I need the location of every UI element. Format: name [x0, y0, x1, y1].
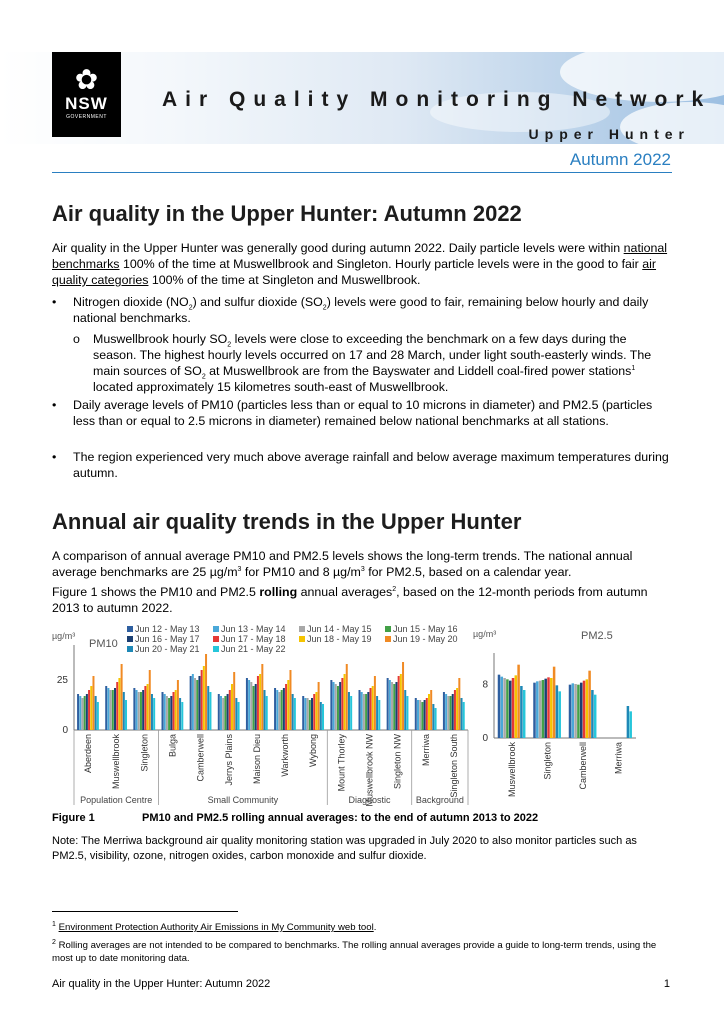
pm10-category-label: Singleton: [139, 734, 150, 772]
pm25-bar: [588, 671, 591, 738]
pm10-bar: [341, 678, 343, 730]
pm25-bar: [556, 685, 559, 738]
pm10-bar: [246, 678, 248, 730]
pm10-category-label: Warkworth: [280, 734, 291, 777]
banner-title: Air Quality Monitoring Network: [162, 88, 712, 111]
pm10-bar: [318, 682, 320, 730]
legend-swatch: [299, 626, 305, 632]
pm10-bar: [151, 694, 153, 730]
pm10-bar: [400, 674, 402, 730]
pm10-bar: [454, 690, 456, 730]
pm10-bar: [294, 698, 296, 730]
pm10-bar: [123, 692, 125, 730]
pm10-bar: [97, 702, 99, 730]
pm10-bar: [398, 676, 400, 730]
pm10-bar: [320, 702, 322, 730]
pm10-bar: [164, 694, 166, 730]
pm10-bar: [450, 696, 452, 730]
pm10-bar: [192, 674, 194, 730]
pm10-bar: [276, 690, 278, 730]
pm10-category-label: Wybong: [308, 734, 319, 767]
bullet-dot-icon: •: [52, 295, 57, 309]
pm10-bar: [337, 686, 339, 730]
pm10-bar: [175, 690, 177, 730]
pm25-bar: [536, 681, 539, 738]
pm10-bar: [125, 700, 127, 730]
pm25-bar: [544, 679, 547, 738]
pm10-bar: [287, 680, 289, 730]
pm10-bar: [194, 678, 196, 730]
pm10-bar: [112, 690, 114, 730]
pm10-bar: [257, 676, 259, 730]
pm10-bar: [393, 684, 395, 730]
pm25-category-label: Muswellbrook: [506, 742, 517, 798]
pm25-bar: [523, 690, 526, 738]
pm10-bar: [201, 670, 203, 730]
pm25-bar: [517, 665, 520, 738]
pm10-bar: [105, 686, 107, 730]
pm10-category-label: Singleton NW: [392, 734, 403, 790]
group-label: Small Community: [207, 795, 279, 805]
pm10-bar: [374, 676, 376, 730]
pm10-bar: [107, 688, 109, 730]
pm10-category-label: Bulga: [167, 734, 178, 758]
pm10-bar: [92, 676, 94, 730]
pm10-bar: [361, 692, 363, 730]
pm10-bar: [190, 676, 192, 730]
trends-paragraph-1: A comparison of annual average PM10 and PM2.5 levels shows the long-term trends. The national annual average benchmarks are 25 $\mu g/m^3$ for PM10 and 8 $\mu g/m^3$ for PM2.5, based on a calendar year.: [52, 549, 633, 579]
pm10-bar: [198, 676, 200, 730]
pm10-bar: [231, 684, 233, 730]
subbullet-muswellbrook-so2: o Muswellbrook hourly $SO_2$ levels were close to exceeding the benchmark on a few days during the season. The highest hourly levels occurred on 17 and 28 March, under light south-easterly winds. The main sources of $SO_2$ at Muswellbrook are from the Bayswater and Liddell coal-fired power stations$^1$ located approximately 15 kilometres south-east of Muswellbrook.: [73, 332, 652, 394]
header-rule: [52, 172, 672, 173]
pm10-bar: [220, 696, 222, 730]
epa-emissions-tool-link[interactable]: Environment Protection Authority Air Emissions in My Community web tool: [58, 922, 374, 933]
subbullet-circle-icon: o: [73, 332, 80, 346]
footnote-rule: [52, 911, 238, 912]
pm10-bar: [335, 684, 337, 730]
pm10-bar: [378, 700, 380, 730]
waratah-icon: ✿: [74, 64, 99, 95]
legend-swatch: [127, 626, 133, 632]
pm25-bar: [520, 686, 523, 738]
pm10-bar: [79, 696, 81, 730]
legend-label: Jun 19 - May 20: [393, 634, 458, 644]
intro-paragraph: Air quality in the Upper Hunter was generally good during autumn 2022. Daily particle levels were within national benchmarks 100% of the time at Muswellbrook and Singleton. Hourly particle levels were in the good to fair air quality categories 100% of the time at Singleton and Muswellbrook.: [52, 241, 668, 287]
pm10-bar: [376, 696, 378, 730]
legend-swatch: [213, 626, 219, 632]
pm10-bar: [133, 688, 135, 730]
pm10-bar: [248, 680, 250, 730]
pm10-bar: [253, 686, 255, 730]
pm25-bar: [569, 685, 572, 738]
pm10-bar: [149, 670, 151, 730]
pm25-bar: [547, 677, 550, 738]
pm25-bar: [583, 681, 586, 738]
bullet-no2-so2: • Nitrogen dioxide $(NO_2)$ and sulfur dioxide $(SO_2)$ levels were good to fair, remaining below hourly and daily national benchmarks.: [52, 295, 649, 325]
nsw-government-logo: ✿ NSW GOVERNMENT: [52, 52, 121, 137]
pm10-bar: [259, 674, 261, 730]
pm25-bar: [586, 679, 589, 738]
pm10-bar: [461, 698, 463, 730]
pm10-bar: [144, 686, 146, 730]
pm10-bar: [421, 702, 423, 730]
figure-note: Note: The Merriwa background air quality monitoring station was upgraded in July 2020 to also monitor particles such as PM2.5, visibility, ozone, nitrogen oxides, carbon monoxide and sulfur dioxide.: [52, 835, 637, 862]
pm10-bar: [365, 694, 367, 730]
pm10-bar: [138, 692, 140, 730]
pm10-bar: [419, 700, 421, 730]
pm10-bar: [166, 696, 168, 730]
pm10-category-label: Maison Dieu: [251, 734, 262, 785]
pm10-bar: [147, 684, 149, 730]
pm10-bar: [179, 698, 181, 730]
pm10-bar: [359, 690, 361, 730]
legend-swatch: [127, 646, 133, 652]
pm10-bar: [181, 702, 183, 730]
pm10-bar: [81, 698, 83, 730]
pm25-bar: [572, 683, 575, 738]
pm10-bar: [302, 696, 304, 730]
pm10-bar: [266, 696, 268, 730]
group-label: Diagnostic: [348, 795, 391, 805]
pm25-bar: [629, 711, 632, 738]
legend-swatch: [127, 636, 133, 642]
pm10-bar: [250, 682, 252, 730]
pm10-bar: [395, 682, 397, 730]
legend-swatch: [213, 636, 219, 642]
figure-1-chart: [0, 620, 724, 820]
pm10-bar: [118, 678, 120, 730]
pm25-bar: [553, 667, 556, 738]
pm10-bar: [315, 692, 317, 730]
pm10-bar: [207, 686, 209, 730]
legend-label: Jun 13 - May 14: [221, 624, 286, 634]
pm10-bar: [333, 682, 335, 730]
legend-label: Jun 18 - May 19: [307, 634, 372, 644]
pm10-bar: [203, 666, 205, 730]
pm25-bar: [542, 680, 545, 738]
pm10-bar: [116, 682, 118, 730]
pm10-category-label: Jerrys Plains: [223, 734, 234, 786]
pm10-bar: [367, 692, 369, 730]
pm10-category-label: Aberdeen: [83, 734, 94, 774]
legend-label: Jun 20 - May 21: [135, 644, 200, 654]
pm10-bar: [289, 670, 291, 730]
pm25-bar: [509, 681, 512, 738]
pm10-bar: [285, 684, 287, 730]
pm10-bar: [432, 704, 434, 730]
pm10-bar: [435, 708, 437, 730]
pm25-bar: [577, 685, 580, 738]
pm25-bar: [627, 706, 630, 738]
pm10-bar: [415, 698, 417, 730]
pm10-bar: [447, 696, 449, 730]
pm10-bar: [281, 690, 283, 730]
pm10-bar: [370, 688, 372, 730]
pm10-bar: [344, 674, 346, 730]
pm10-bar: [224, 696, 226, 730]
pm25-bar: [533, 683, 536, 738]
pm10-bar: [110, 690, 112, 730]
footnote-2: $^2$ Rolling averages are not intended to be compared to benchmarks. The rolling annual averages provide a guide to long-term trends, using the most up to date monitoring data.: [52, 938, 657, 964]
page-number: 1: [663, 978, 670, 990]
pm10-bar: [417, 700, 419, 730]
pm25-category-label: Camberwell: [577, 742, 588, 790]
pm10-category-label: Camberwell: [195, 734, 206, 782]
pm10-bar: [222, 698, 224, 730]
figure-caption: Figure 1 PM10 and PM2.5 rolling annual averages: to the end of autumn 2013 to 2022: [52, 812, 539, 824]
legend-label: Jun 15 - May 16: [393, 624, 458, 634]
pm25-category-label: Merriwa: [613, 742, 624, 775]
pm10-bar: [443, 692, 445, 730]
pm10-bar: [363, 694, 365, 730]
bullet-dot-icon: •: [52, 398, 57, 412]
pm10-bar: [90, 686, 92, 730]
pm25-title: PM2.5: [581, 630, 613, 642]
banner-subtitle: Upper Hunter: [528, 126, 690, 142]
trends-paragraph-2: Figure 1 shows the PM10 and PM2.5 rolling annual averages$^2$, based on the 12-month periods from autumn 2013 to autumn 2022.: [52, 585, 648, 615]
pm10-bar: [307, 698, 309, 730]
legend-label: Jun 17 - May 18: [221, 634, 286, 644]
pm10-bar: [170, 696, 172, 730]
pm10-bar: [235, 698, 237, 730]
pm25-bar: [506, 679, 509, 738]
section-heading-trends: Annual air quality trends in the Upper Hunter: [52, 509, 522, 534]
pm10-bar: [339, 682, 341, 730]
pm10-bar: [283, 688, 285, 730]
legend-swatch: [385, 626, 391, 632]
pm10-bar: [205, 654, 207, 730]
pm10-bar: [162, 692, 164, 730]
pm10-bar: [84, 696, 86, 730]
pm10-bar: [274, 688, 276, 730]
pm10-bar: [255, 684, 257, 730]
pm10-bar: [121, 664, 123, 730]
footer-title: Air quality in the Upper Hunter: Autumn 2022: [52, 978, 271, 990]
pm10-bar: [372, 686, 374, 730]
pm10-category-label: Singleton South: [448, 734, 459, 798]
pm10-bar: [95, 696, 97, 730]
pm10-tick-label: 0: [62, 725, 68, 736]
pm10-bar: [402, 662, 404, 730]
pm25-bar: [498, 675, 501, 738]
pm25-bar: [515, 675, 518, 738]
pm25-bar: [574, 684, 577, 738]
bullet-dot-icon: •: [52, 450, 57, 464]
pm10-category-label: Merriwa: [420, 734, 431, 767]
pm10-bar: [153, 698, 155, 730]
national-benchmarks-link[interactable]: national benchmarks: [52, 241, 668, 271]
pm10-bar: [140, 692, 142, 730]
pm25-bar: [594, 695, 597, 738]
pm10-bar: [330, 680, 332, 730]
pm10-bar: [86, 694, 88, 730]
pm10-bar: [173, 692, 175, 730]
section-heading-summary: Air quality in the Upper Hunter: Autumn 2022: [52, 201, 522, 226]
pm10-bar: [445, 694, 447, 730]
pm25-bar: [580, 683, 583, 738]
pm25-bar: [539, 681, 542, 738]
pm10-category-label: Muswellbrook NW: [364, 734, 375, 807]
pm10-bar: [428, 694, 430, 730]
pm10-bar: [292, 694, 294, 730]
pm10-bar: [406, 696, 408, 730]
legend-swatch: [385, 636, 391, 642]
pm25-tick-label: 0: [482, 733, 488, 744]
pm10-bar: [304, 698, 306, 730]
pm25-tick-label: 8: [482, 679, 488, 691]
pm10-bar: [456, 688, 458, 730]
pm10-bar: [424, 700, 426, 730]
pm10-bar: [114, 688, 116, 730]
season-label: Autumn 2022: [569, 150, 671, 169]
pm10-bar: [233, 672, 235, 730]
bullet-particles: • Daily average levels of PM10 (particles less than or equal to 10 microns in diameter) and PM2.5 (particles less than or equal to 2.5 microns in diameter) remained below national benchmarks at all stations.: [52, 398, 653, 428]
pm10-bar: [430, 690, 432, 730]
pm10-bar: [261, 664, 263, 730]
legend-label: Jun 16 - May 17: [135, 634, 200, 644]
legend-label: Jun 21 - May 22: [221, 644, 286, 654]
legend-label: Jun 14 - May 15: [307, 624, 372, 634]
pm10-bar: [404, 690, 406, 730]
pm10-bar: [389, 680, 391, 730]
pm10-bar: [218, 694, 220, 730]
pm10-bar: [350, 696, 352, 730]
pm10-bar: [209, 692, 211, 730]
pm10-bar: [313, 694, 315, 730]
pm10-bar: [458, 678, 460, 730]
pm10-title: PM10: [89, 638, 118, 650]
pm10-category-label: Muswellbrook: [111, 734, 122, 790]
pm25-bar: [558, 691, 561, 738]
air-quality-categories-link[interactable]: air quality categories: [52, 257, 657, 287]
pm10-bar: [88, 690, 90, 730]
pm10-bar: [278, 692, 280, 730]
pm10-bar: [229, 690, 231, 730]
pm10-ylabel: µg/m³: [52, 631, 76, 641]
pm10-category-label: Mount Thorley: [336, 734, 347, 792]
pm25-bar: [512, 678, 515, 738]
group-label: Background: [415, 795, 464, 805]
pm10-bar: [426, 698, 428, 730]
group-label: Population Centre: [80, 795, 153, 805]
pm10-bar: [348, 692, 350, 730]
pm10-bar: [264, 690, 266, 730]
pm10-bar: [136, 690, 138, 730]
pm25-ylabel: µg/m³: [473, 629, 497, 639]
pm10-tick-label: 25: [56, 675, 68, 686]
pm25-category-label: Singleton: [542, 742, 553, 780]
legend-swatch: [299, 636, 305, 642]
pm10-bar: [322, 704, 324, 730]
pm25-bar: [550, 678, 553, 738]
pm10-bar: [387, 678, 389, 730]
pm25-bar: [501, 677, 504, 738]
pm10-bar: [196, 680, 198, 730]
pm10-bar: [346, 664, 348, 730]
pm10-bar: [142, 690, 144, 730]
legend-label: Jun 12 - May 13: [135, 624, 200, 634]
pm10-bar: [177, 680, 179, 730]
pm10-bar: [77, 694, 79, 730]
pm10-bar: [309, 700, 311, 730]
pm10-bar: [452, 694, 454, 730]
pm10-bar: [168, 698, 170, 730]
pm10-bar: [238, 702, 240, 730]
pm10-bar: [227, 694, 229, 730]
footnote-1: $^1$ Environment Protection Authority Air Emissions in My Community web tool.: [52, 920, 377, 933]
legend-swatch: [213, 646, 219, 652]
pm10-bar: [391, 682, 393, 730]
bullet-weather: • The region experienced very much above average rainfall and below average maximum temperatures during autumn.: [52, 450, 669, 480]
pm10-bar: [311, 698, 313, 730]
pm25-bar: [591, 690, 594, 738]
pm10-bar: [463, 702, 465, 730]
pm25-bar: [503, 678, 506, 738]
